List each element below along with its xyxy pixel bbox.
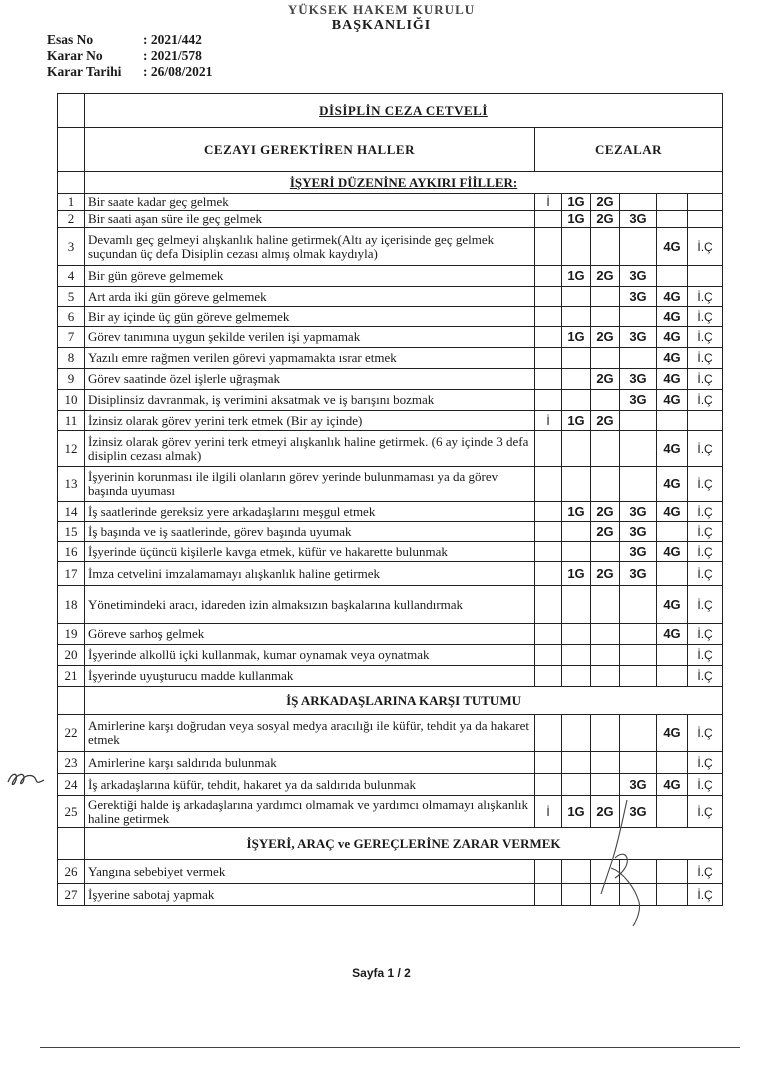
penalty-cell	[562, 307, 591, 327]
penalty-cell: 2G	[591, 796, 620, 828]
table-row	[58, 542, 723, 562]
penalty-cell: İ	[535, 796, 562, 828]
row-description: İş arkadaşlarına küfür, tehdit, hakaret ya da saldırıda bulunmak	[85, 774, 535, 796]
penalty-cell	[535, 586, 562, 624]
row-number: 25	[58, 796, 85, 828]
penalty-cell: 1G	[562, 411, 591, 431]
penalty-cell	[620, 752, 657, 774]
penalty-cell	[562, 645, 591, 666]
meta-label: Karar No	[47, 48, 103, 63]
row-number: 24	[58, 774, 85, 796]
row-number: 18	[58, 586, 85, 624]
penalty-cell	[562, 287, 591, 307]
penalty-cell	[591, 666, 620, 687]
penalty-cell: İ.Ç	[688, 348, 723, 369]
table-row	[58, 645, 723, 666]
column-header-row	[58, 128, 723, 172]
penalty-cell: 1G	[562, 327, 591, 348]
penalty-cell	[591, 586, 620, 624]
table-row	[58, 307, 723, 327]
penalty-cell: İ	[535, 194, 562, 211]
row-number: 19	[58, 624, 85, 645]
penalty-cell	[657, 645, 688, 666]
penalty-cell	[620, 307, 657, 327]
row-description: İzinsiz olarak görev yerini terk etmeyi alışkanlık haline getirmek. (6 ay içinde 3 defa disiplin cezası almak)	[85, 431, 535, 467]
penalty-cell	[535, 369, 562, 390]
table-row	[58, 211, 723, 228]
table-row	[58, 774, 723, 796]
row-number: 4	[58, 266, 85, 287]
table-row	[58, 502, 723, 522]
penalty-cell	[657, 752, 688, 774]
row-description: İşyerinde uyuşturucu madde kullanmak	[85, 666, 535, 687]
row-description: Bir saate kadar geç gelmek	[85, 194, 535, 211]
penalty-cell: 3G	[620, 390, 657, 411]
row-number: 2	[58, 211, 85, 228]
penalty-cell: İ.Ç	[688, 586, 723, 624]
penalty-cell	[591, 645, 620, 666]
row-description: İş başında ve iş saatlerinde, görev başında uyumak	[85, 522, 535, 542]
row-number: 27	[58, 884, 85, 906]
row-description: Yazılı emre rağmen verilen görevi yapmamakta ısrar etmek	[85, 348, 535, 369]
penalty-cell	[562, 369, 591, 390]
penalty-cell: 1G	[562, 796, 591, 828]
penalty-cell	[535, 431, 562, 467]
penalty-cell: 3G	[620, 287, 657, 307]
penalty-cell: İ.Ç	[688, 774, 723, 796]
meta-karar-no	[47, 48, 212, 64]
meta-value: : 2021/442	[143, 32, 202, 47]
penalty-cell: 2G	[591, 562, 620, 586]
table-row	[58, 348, 723, 369]
row-description: Amirlerine karşı doğrudan veya sosyal medya aracılığı ile küfür, tehdit ya da hakaret etmek	[85, 715, 535, 752]
penalty-cell	[620, 715, 657, 752]
table-row	[58, 266, 723, 287]
penalty-cell: İ.Ç	[688, 390, 723, 411]
penalty-cell	[562, 586, 591, 624]
row-description: İşyerinde üçüncü kişilerle kavga etmek, küfür ve hakarette bulunmak	[85, 542, 535, 562]
meta-label: Esas No	[47, 32, 94, 47]
row-description: Bir ay içinde üç gün göreve gelmemek	[85, 307, 535, 327]
row-number: 23	[58, 752, 85, 774]
penalty-cell	[562, 228, 591, 266]
penalty-cell	[688, 211, 723, 228]
penalty-cell	[591, 542, 620, 562]
penalty-cell	[535, 666, 562, 687]
penalty-cell: 4G	[657, 307, 688, 327]
penalty-cell	[535, 211, 562, 228]
row-description: Görev tanımına uygun şekilde verilen işi yapmamak	[85, 327, 535, 348]
penalty-cell	[591, 287, 620, 307]
row-description: Görev saatinde özel işlerle uğraşmak	[85, 369, 535, 390]
row-number: 11	[58, 411, 85, 431]
penalty-cell	[657, 266, 688, 287]
penalty-cell	[591, 624, 620, 645]
penalty-cell	[591, 774, 620, 796]
penalty-cell: 4G	[657, 228, 688, 266]
penalty-cell: 3G	[620, 369, 657, 390]
penalty-cell	[591, 467, 620, 502]
penalty-cell: 4G	[657, 431, 688, 467]
penalty-cell: İ.Ç	[688, 884, 723, 906]
discipline-table	[57, 93, 723, 906]
penalty-cell	[657, 666, 688, 687]
penalty-cell: İ.Ç	[688, 228, 723, 266]
penalty-cell: 1G	[562, 502, 591, 522]
penalty-cell	[535, 327, 562, 348]
meta-esas-no	[47, 32, 212, 48]
penalty-cell	[535, 774, 562, 796]
meta-value: : 26/08/2021	[143, 64, 213, 79]
penalty-cell	[535, 228, 562, 266]
penalty-cell: 2G	[591, 266, 620, 287]
penalty-cell	[657, 522, 688, 542]
row-number: 21	[58, 666, 85, 687]
row-number: 10	[58, 390, 85, 411]
penalty-cell	[620, 348, 657, 369]
penalty-cell: 2G	[591, 502, 620, 522]
row-description: İşyerine sabotaj yapmak	[85, 884, 535, 906]
table-row	[58, 522, 723, 542]
penalty-cell	[688, 266, 723, 287]
row-number: 9	[58, 369, 85, 390]
penalty-cell	[688, 194, 723, 211]
penalty-cell	[591, 431, 620, 467]
penalty-cell: İ.Ç	[688, 645, 723, 666]
penalty-cell	[657, 860, 688, 884]
penalty-cell	[591, 348, 620, 369]
penalty-cell	[620, 586, 657, 624]
row-description: Amirlerine karşı saldırıda bulunmak	[85, 752, 535, 774]
row-description: Art arda iki gün göreve gelmemek	[85, 287, 535, 307]
table-row	[58, 228, 723, 266]
penalty-cell: 2G	[591, 411, 620, 431]
penalty-cell: İ	[535, 411, 562, 431]
table-row	[58, 467, 723, 502]
table-row	[58, 390, 723, 411]
section-heading: İŞYERİ, ARAÇ ve GEREÇLERİNE ZARAR VERMEK	[85, 828, 723, 860]
table-row	[58, 431, 723, 467]
penalty-cell	[535, 860, 562, 884]
penalty-cell	[620, 194, 657, 211]
penalty-cell: İ.Ç	[688, 307, 723, 327]
row-number: 26	[58, 860, 85, 884]
penalty-cell: İ.Ç	[688, 467, 723, 502]
penalties-column-header: CEZALAR	[535, 128, 723, 172]
table-row	[58, 715, 723, 752]
penalty-cell: İ.Ç	[688, 287, 723, 307]
penalty-cell	[535, 645, 562, 666]
penalty-cell: 2G	[591, 211, 620, 228]
penalty-cell	[591, 390, 620, 411]
penalty-cell: 4G	[657, 287, 688, 307]
penalty-cell: 4G	[657, 502, 688, 522]
table-title: DİSİPLİN CEZA CETVELİ	[85, 94, 723, 128]
penalty-cell	[562, 467, 591, 502]
penalty-cell: İ.Ç	[688, 796, 723, 828]
row-number: 12	[58, 431, 85, 467]
penalty-cell	[562, 431, 591, 467]
table-row	[58, 586, 723, 624]
row-description: Göreve sarhoş gelmek	[85, 624, 535, 645]
penalty-cell: İ.Ç	[688, 542, 723, 562]
penalty-cell	[562, 390, 591, 411]
penalty-cell: 2G	[591, 194, 620, 211]
penalty-cell: 4G	[657, 586, 688, 624]
penalty-cell: 1G	[562, 194, 591, 211]
penalty-cell	[535, 502, 562, 522]
penalty-cell	[535, 624, 562, 645]
row-number: 17	[58, 562, 85, 586]
row-description: Bir saati aşan süre ile geç gelmek	[85, 211, 535, 228]
row-number: 16	[58, 542, 85, 562]
penalty-cell	[591, 307, 620, 327]
footer-divider	[40, 1047, 740, 1048]
penalty-cell: 2G	[591, 369, 620, 390]
table-row	[58, 369, 723, 390]
penalty-cell: 3G	[620, 522, 657, 542]
penalty-cell	[535, 715, 562, 752]
row-number: 20	[58, 645, 85, 666]
penalty-cell: 4G	[657, 390, 688, 411]
row-description: İmza cetvelini imzalamamayı alışkanlık haline getirmek	[85, 562, 535, 586]
penalty-cell: 4G	[657, 348, 688, 369]
penalty-cell	[620, 645, 657, 666]
penalty-cell: 4G	[657, 467, 688, 502]
row-description: İşyerinde alkollü içki kullanmak, kumar oynamak veya oynatmak	[85, 645, 535, 666]
penalty-cell: İ.Ç	[688, 502, 723, 522]
penalty-cell: 3G	[620, 774, 657, 796]
row-description: Yönetimindeki aracı, idareden izin almaksızın başkalarına kullandırmak	[85, 586, 535, 624]
row-description: Yangına sebebiyet vermek	[85, 860, 535, 884]
penalty-cell	[591, 228, 620, 266]
case-meta	[47, 32, 212, 80]
row-number: 1	[58, 194, 85, 211]
penalty-cell: 3G	[620, 327, 657, 348]
penalty-cell: İ.Ç	[688, 522, 723, 542]
row-number: 3	[58, 228, 85, 266]
meta-value: : 2021/578	[143, 48, 202, 63]
table-row	[58, 752, 723, 774]
section-corner-cell	[58, 828, 85, 860]
header-line-1: YÜKSEK HAKEM KURULU	[287, 2, 476, 17]
penalty-cell	[620, 624, 657, 645]
row-description: İzinsiz olarak görev yerini terk etmek (Bir ay içinde)	[85, 411, 535, 431]
page-number: Sayfa 1 / 2	[352, 966, 411, 980]
corner-cell	[58, 128, 85, 172]
penalty-cell: 2G	[591, 327, 620, 348]
penalty-cell: 2G	[591, 522, 620, 542]
penalty-cell	[535, 752, 562, 774]
meta-karar-tarihi	[47, 64, 212, 80]
penalty-cell: 3G	[620, 542, 657, 562]
table-row	[58, 411, 723, 431]
penalty-cell	[562, 542, 591, 562]
row-number: 14	[58, 502, 85, 522]
row-number: 8	[58, 348, 85, 369]
table-row	[58, 624, 723, 645]
penalty-cell	[562, 624, 591, 645]
penalty-cell	[535, 390, 562, 411]
penalty-cell	[562, 348, 591, 369]
penalty-cell	[535, 266, 562, 287]
penalty-cell	[535, 307, 562, 327]
penalty-cell: 3G	[620, 211, 657, 228]
section-corner-cell	[58, 687, 85, 715]
penalty-cell	[535, 348, 562, 369]
penalty-cell: İ.Ç	[688, 624, 723, 645]
penalty-cell	[535, 884, 562, 906]
penalty-cell	[562, 752, 591, 774]
penalty-cell: 4G	[657, 327, 688, 348]
conduct-column-header: CEZAYI GEREKTİREN HALLER	[85, 128, 535, 172]
penalty-cell	[620, 228, 657, 266]
penalty-cell	[562, 666, 591, 687]
penalty-cell: İ.Ç	[688, 369, 723, 390]
initials-signature	[6, 768, 46, 795]
penalty-cell	[620, 411, 657, 431]
section-heading-row	[58, 172, 723, 194]
penalty-cell	[535, 542, 562, 562]
penalty-cell	[535, 522, 562, 542]
penalty-cell: 3G	[620, 562, 657, 586]
penalty-cell: 1G	[562, 562, 591, 586]
section-corner-cell	[58, 172, 85, 194]
penalty-cell: 3G	[620, 502, 657, 522]
penalty-cell	[657, 411, 688, 431]
penalty-cell	[657, 211, 688, 228]
penalty-cell	[535, 287, 562, 307]
table-row	[58, 287, 723, 307]
penalty-cell	[620, 666, 657, 687]
penalty-cell: 1G	[562, 211, 591, 228]
penalty-cell	[620, 431, 657, 467]
row-description: Gerektiği halde iş arkadaşlarına yardımcı olmamak ve yardımcı olmamayı alışkanlık haline getirmek	[85, 796, 535, 828]
meta-label: Karar Tarihi	[47, 64, 122, 79]
penalty-cell: 1G	[562, 266, 591, 287]
penalty-cell	[562, 774, 591, 796]
penalty-cell	[657, 796, 688, 828]
row-description: Disiplinsiz davranmak, iş verimini aksatmak ve iş barışını bozmak	[85, 390, 535, 411]
penalty-cell: İ.Ç	[688, 327, 723, 348]
table-row	[58, 666, 723, 687]
section-heading: İŞYERİ DÜZENİNE AYKIRI FİİLLER:	[85, 172, 723, 194]
penalty-cell: 4G	[657, 624, 688, 645]
penalty-cell	[562, 715, 591, 752]
penalty-cell: İ.Ç	[688, 666, 723, 687]
table-row	[58, 194, 723, 211]
row-number: 6	[58, 307, 85, 327]
handwritten-signature	[575, 798, 655, 933]
penalty-cell: 3G	[620, 796, 657, 828]
row-number: 22	[58, 715, 85, 752]
row-description: Devamlı geç gelmeyi alışkanlık haline getirmek(Altı ay içerisinde geç gelmek suçundan üç defa Disiplin cezası almış olmak kaydıyla)	[85, 228, 535, 266]
table-row	[58, 562, 723, 586]
corner-cell	[58, 94, 85, 128]
penalty-cell: İ.Ç	[688, 860, 723, 884]
penalty-cell	[657, 884, 688, 906]
row-number: 15	[58, 522, 85, 542]
header-line-2: BAŞKANLIĞI	[331, 18, 432, 33]
penalty-cell	[535, 467, 562, 502]
penalty-cell: 3G	[620, 266, 657, 287]
penalty-cell	[657, 194, 688, 211]
penalty-cell: 4G	[657, 542, 688, 562]
section-heading: İŞ ARKADAŞLARINA KARŞI TUTUMU	[85, 687, 723, 715]
table-row	[58, 327, 723, 348]
penalty-cell: İ.Ç	[688, 752, 723, 774]
penalty-cell	[620, 467, 657, 502]
row-description: İş saatlerinde gereksiz yere arkadaşlarını meşgul etmek	[85, 502, 535, 522]
penalty-cell	[591, 715, 620, 752]
row-description: İşyerinin korunması ile ilgili olanların görev yerinde bulunmaması ya da görev başında uyuması	[85, 467, 535, 502]
penalty-cell	[535, 562, 562, 586]
penalty-cell	[657, 562, 688, 586]
penalty-cell	[688, 411, 723, 431]
penalty-cell	[562, 522, 591, 542]
penalty-cell: İ.Ç	[688, 431, 723, 467]
row-number: 13	[58, 467, 85, 502]
penalty-cell: 4G	[657, 715, 688, 752]
penalty-cell: 4G	[657, 774, 688, 796]
row-number: 7	[58, 327, 85, 348]
row-description: Bir gün göreve gelmemek	[85, 266, 535, 287]
row-number: 5	[58, 287, 85, 307]
penalty-cell	[591, 752, 620, 774]
title-row	[58, 94, 723, 128]
penalty-cell: İ.Ç	[688, 715, 723, 752]
penalty-cell: 4G	[657, 369, 688, 390]
section-heading-row	[58, 687, 723, 715]
penalty-cell: İ.Ç	[688, 562, 723, 586]
